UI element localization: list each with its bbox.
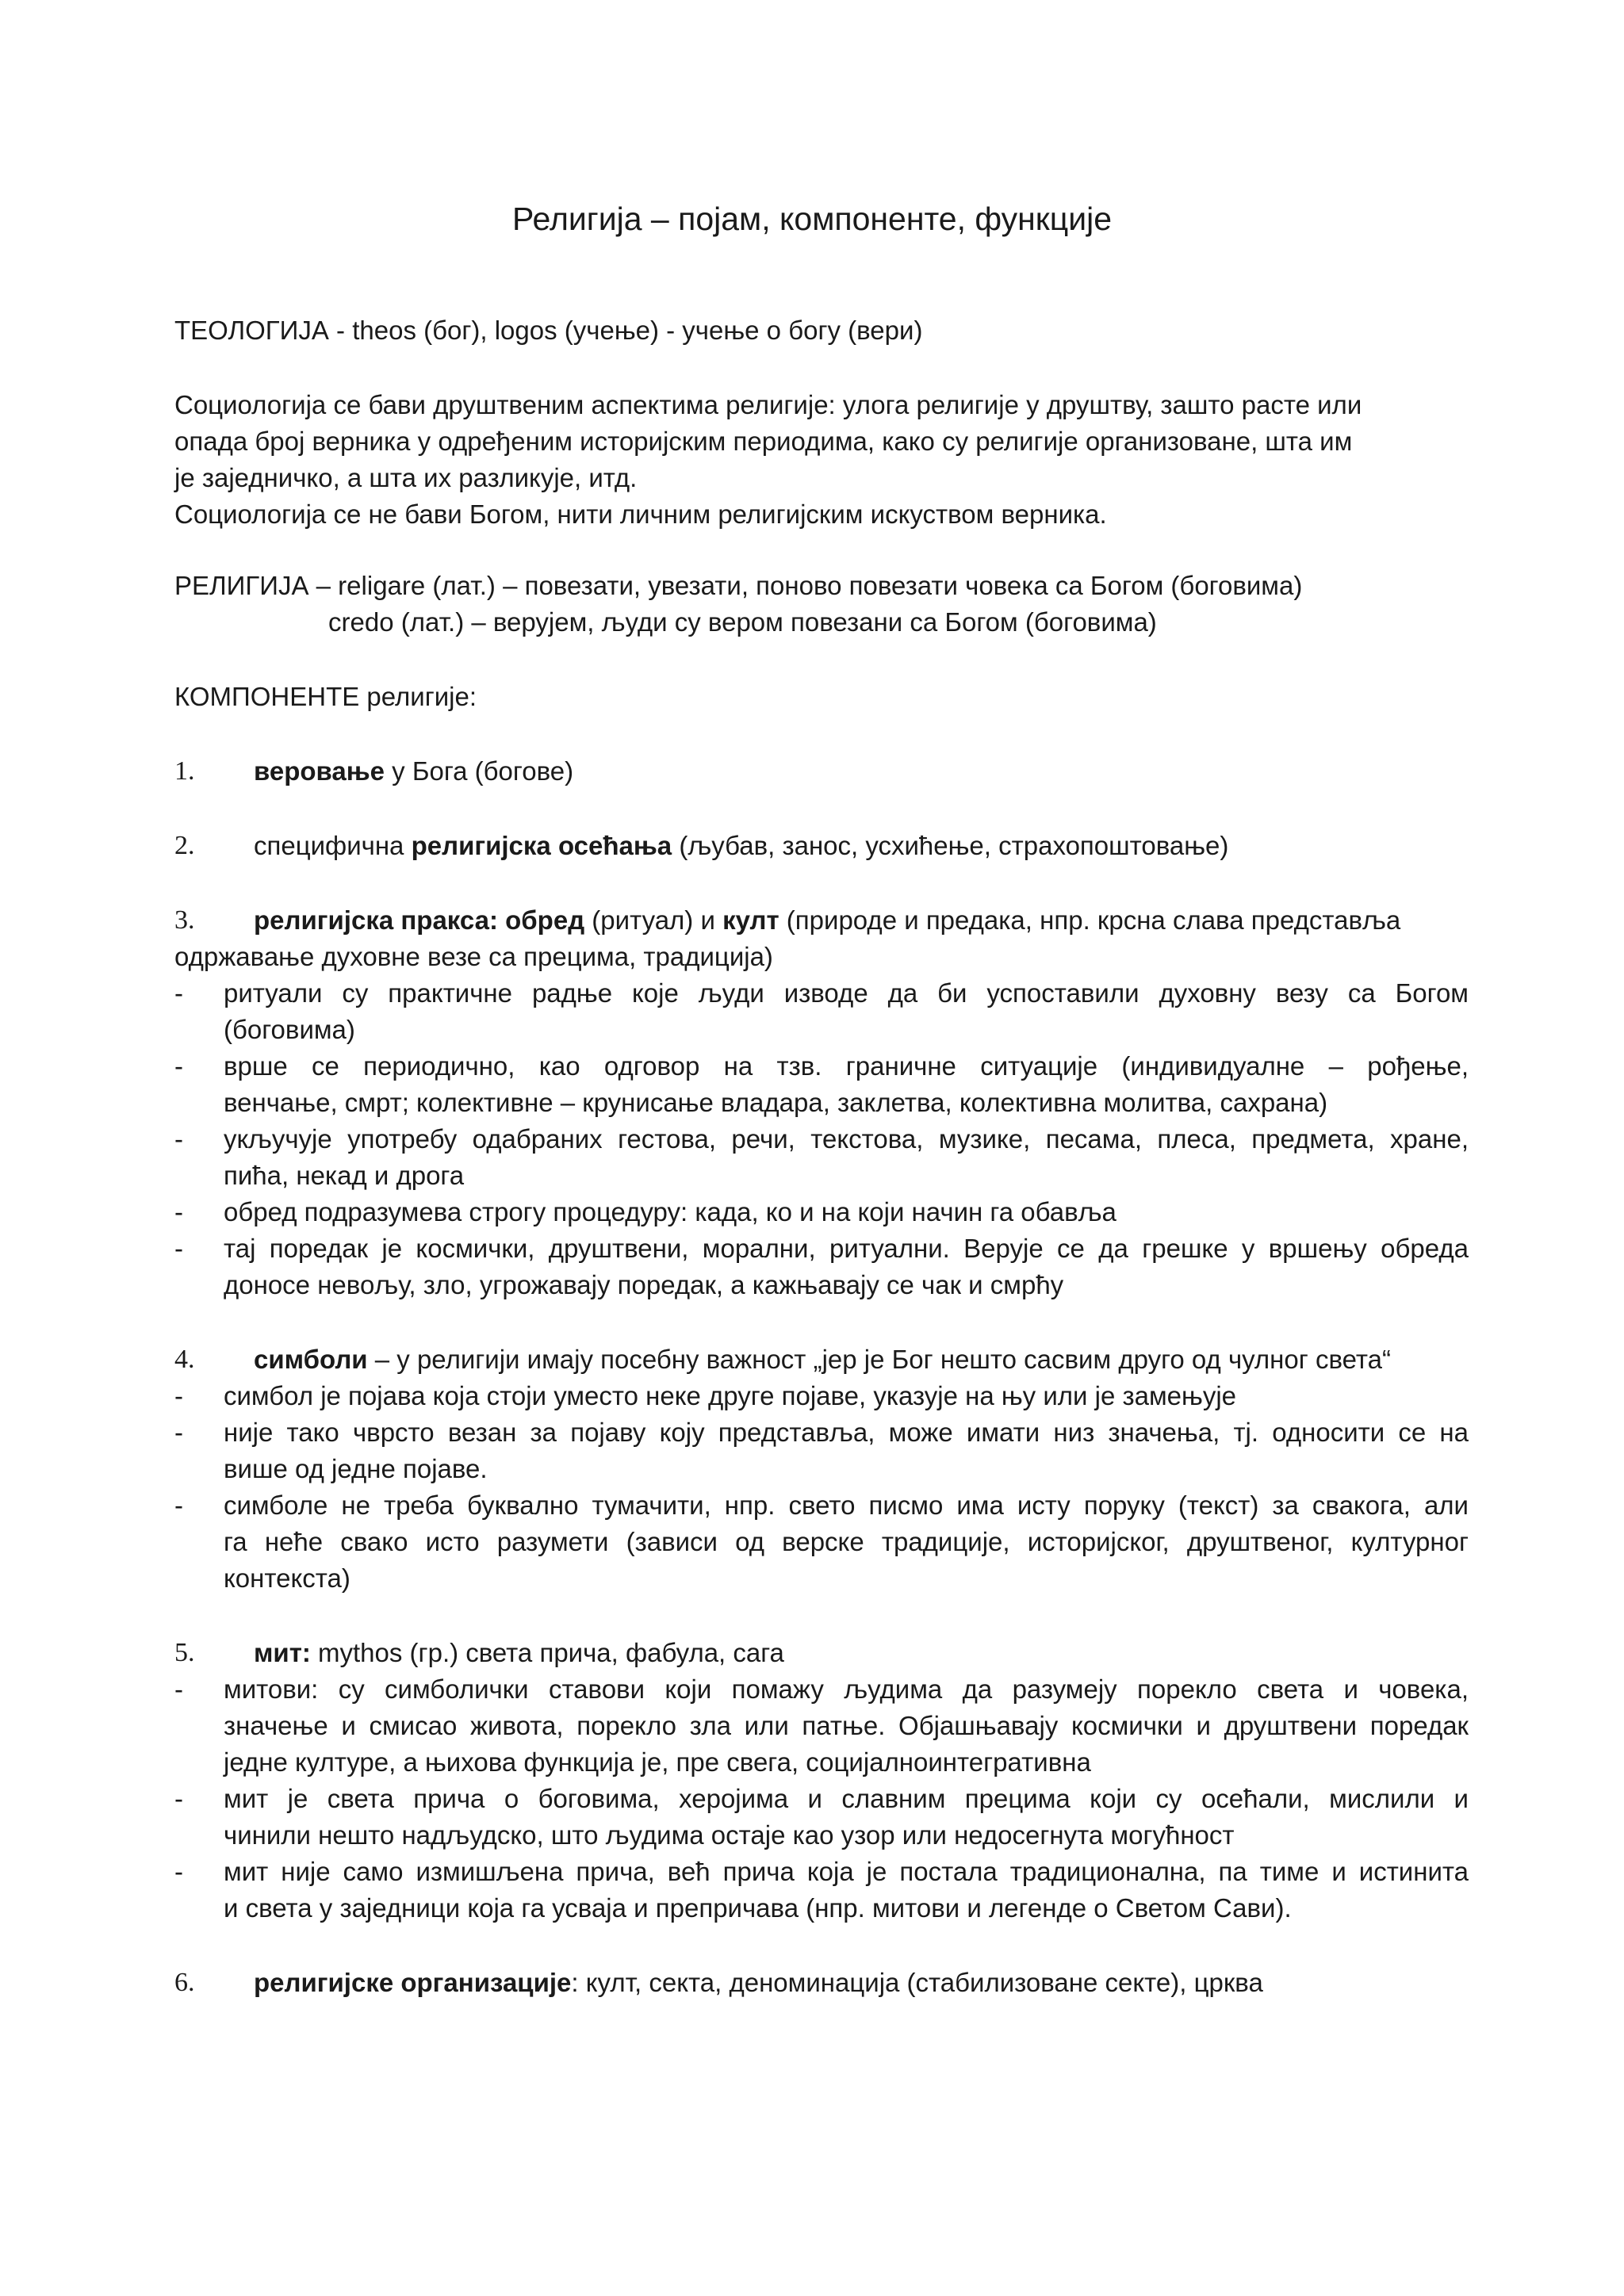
bullet-dash: - bbox=[174, 1490, 183, 1520]
page-title: Религија – појам, компоненте, функције bbox=[511, 201, 1113, 237]
item-1-text: веровање у Бога (богове) bbox=[254, 756, 574, 786]
item-number: 6. bbox=[174, 1968, 195, 1997]
bullet-dash: - bbox=[174, 1674, 183, 1704]
bullet-dash: - bbox=[174, 1124, 183, 1154]
bullet-dash: - bbox=[174, 1234, 183, 1263]
item-5-bullet-3-line-2: и света у заједници која га усваја и препричава (нпр. митови и легенде о Светом Сави). bbox=[224, 1893, 1292, 1923]
item-3-bullet-4-line-1: обред подразумева строгу процедуру: када, ко и на који начин га обавља bbox=[224, 1197, 1116, 1226]
item-5-text: мит: mythos (гр.) света прича, фабула, сага bbox=[254, 1638, 784, 1667]
item-3-bullet-2-line-2: венчање, смрт; колективне – крунисање владара, заклетва, колективна молитва, сахрана) bbox=[224, 1088, 1328, 1117]
item-5-bullet-1-line-1: митови: су симболички ставови који помажу људима да разумеју порекло света и човека, bbox=[224, 1674, 1469, 1704]
item-3-bullet-2-line-1: врше се периодично, као одговор на тзв. граничне ситуације (индивидуалне – рођење, bbox=[224, 1051, 1469, 1081]
bullet-dash: - bbox=[174, 978, 183, 1008]
item-2-text: специфична религијска осећања (љубав, занос, усхићење, страхопоштовање) bbox=[254, 831, 1229, 860]
item-number: 2. bbox=[174, 831, 195, 860]
bullet-dash: - bbox=[174, 1784, 183, 1813]
item-3-text: религијска пракса: обред (ритуал) и култ (природе и предака, нпр. крсна слава представља bbox=[254, 905, 1401, 935]
item-6-text: религијске организације: култ, секта, деноминација (стабилизоване секте), црква bbox=[254, 1968, 1263, 1997]
item-5-bullet-3-line-1: мит није само измишљена прича, већ прича која је постала традиционална, па тиме и истинита bbox=[224, 1857, 1469, 1886]
item-3-bullet-1-line-1: ритуали су практичне радње које људи изводе да би успоставили духовну везу са Богом bbox=[224, 978, 1469, 1008]
religion-definition-line-1: РЕЛИГИЈА – religare (лат.) – повезати, увезати, поново повезати човека са Богом (боговима) bbox=[174, 571, 1303, 600]
sociology-line-1: Социологија се бави друштвеним аспектима религије: улога религије у друштву, зашто расте или bbox=[174, 390, 1362, 419]
item-4-bullet-2-line-1: није тако чврсто везан за појаву коју представља, може имати низ значења, тј. односити се на bbox=[224, 1418, 1469, 1447]
item-5-bullet-2-line-1: мит је света прича о боговима, херојима и славним прецима који су осећали, мислили и bbox=[224, 1784, 1469, 1813]
bullet-dash: - bbox=[174, 1418, 183, 1447]
item-5-bullet-1-line-3: једне културе, а њихова функција је, пре свега, социјалноинтегративна bbox=[224, 1747, 1091, 1777]
item-3-bullet-1-line-2: (боговима) bbox=[224, 1015, 355, 1044]
item-4-bullet-3-line-2: га неће свако исто разумети (зависи од верске традиције, историјског, друштвеног, културног bbox=[224, 1527, 1469, 1556]
item-4-bullet-2-line-2: више од једне појаве. bbox=[224, 1454, 488, 1483]
item-4-bullet-3-line-1: симболе не треба буквално тумачити, нпр. свето писмо има исту поруку (текст) за свакога, али bbox=[224, 1490, 1469, 1520]
item-5-bullet-1-line-2: значење и смисао живота, порекло зла или патње. Објашњавају космички и друштвени поредак bbox=[224, 1711, 1469, 1740]
item-3-bullet-5-line-2: доносе невољу, зло, угрожавају поредак, а кажњавају се чак и смрћу bbox=[224, 1270, 1064, 1299]
item-3-bullet-3-line-2: пића, некад и дрога bbox=[224, 1161, 465, 1190]
item-number: 5. bbox=[174, 1638, 195, 1667]
sociology-line-2: опада број верника у одређеним историјским периодима, како су религије организоване, шта им bbox=[174, 427, 1353, 456]
sociology-line-3: је заједничко, а шта их разликује, итд. bbox=[174, 463, 638, 492]
item-3-bullet-3-line-1: укључује употребу одабраних гестова, речи, текстова, музике, песама, плеса, предмета, хране, bbox=[224, 1124, 1469, 1154]
bullet-dash: - bbox=[174, 1857, 183, 1886]
religion-definition-line-2: credo (лат.) – верујем, људи су вером повезани са Богом (боговима) bbox=[328, 607, 1157, 637]
bullet-dash: - bbox=[174, 1197, 183, 1226]
theology-definition: ТЕОЛОГИЈА - theos (бог), logos (учење) - учење о богу (вери) bbox=[174, 316, 923, 345]
item-5-bullet-2-line-2: чинили нешто надљудско, што људима остаје као узор или недосегнута могућност bbox=[224, 1820, 1235, 1850]
item-4-bullet-1-line-1: симбол је појава која стоји уместо неке друге појаве, указује на њу или је замењује bbox=[224, 1381, 1237, 1410]
item-number: 1. bbox=[174, 756, 195, 786]
bullet-dash: - bbox=[174, 1051, 183, 1081]
bullet-dash: - bbox=[174, 1381, 183, 1410]
item-3-bullet-5-line-1: тај поредак је космички, друштвени, морални, ритуални. Верује се да грешке у вршењу обреда bbox=[224, 1234, 1469, 1263]
item-3-continuation: одржавање духовне везе са прецима, традиција) bbox=[174, 942, 773, 971]
item-number: 4. bbox=[174, 1345, 195, 1374]
sociology-line-4: Социологија се не бави Богом, нити личним религијским искуством верника. bbox=[174, 499, 1107, 529]
components-heading: КОМПОНЕНТЕ религије: bbox=[174, 682, 477, 711]
item-number: 3. bbox=[174, 905, 195, 935]
item-4-bullet-3-line-3: контекста) bbox=[224, 1563, 350, 1593]
item-4-text: симболи – у религији имају посебну важност „јер је Бог нешто сасвим друго од чулног света“ bbox=[254, 1345, 1391, 1374]
